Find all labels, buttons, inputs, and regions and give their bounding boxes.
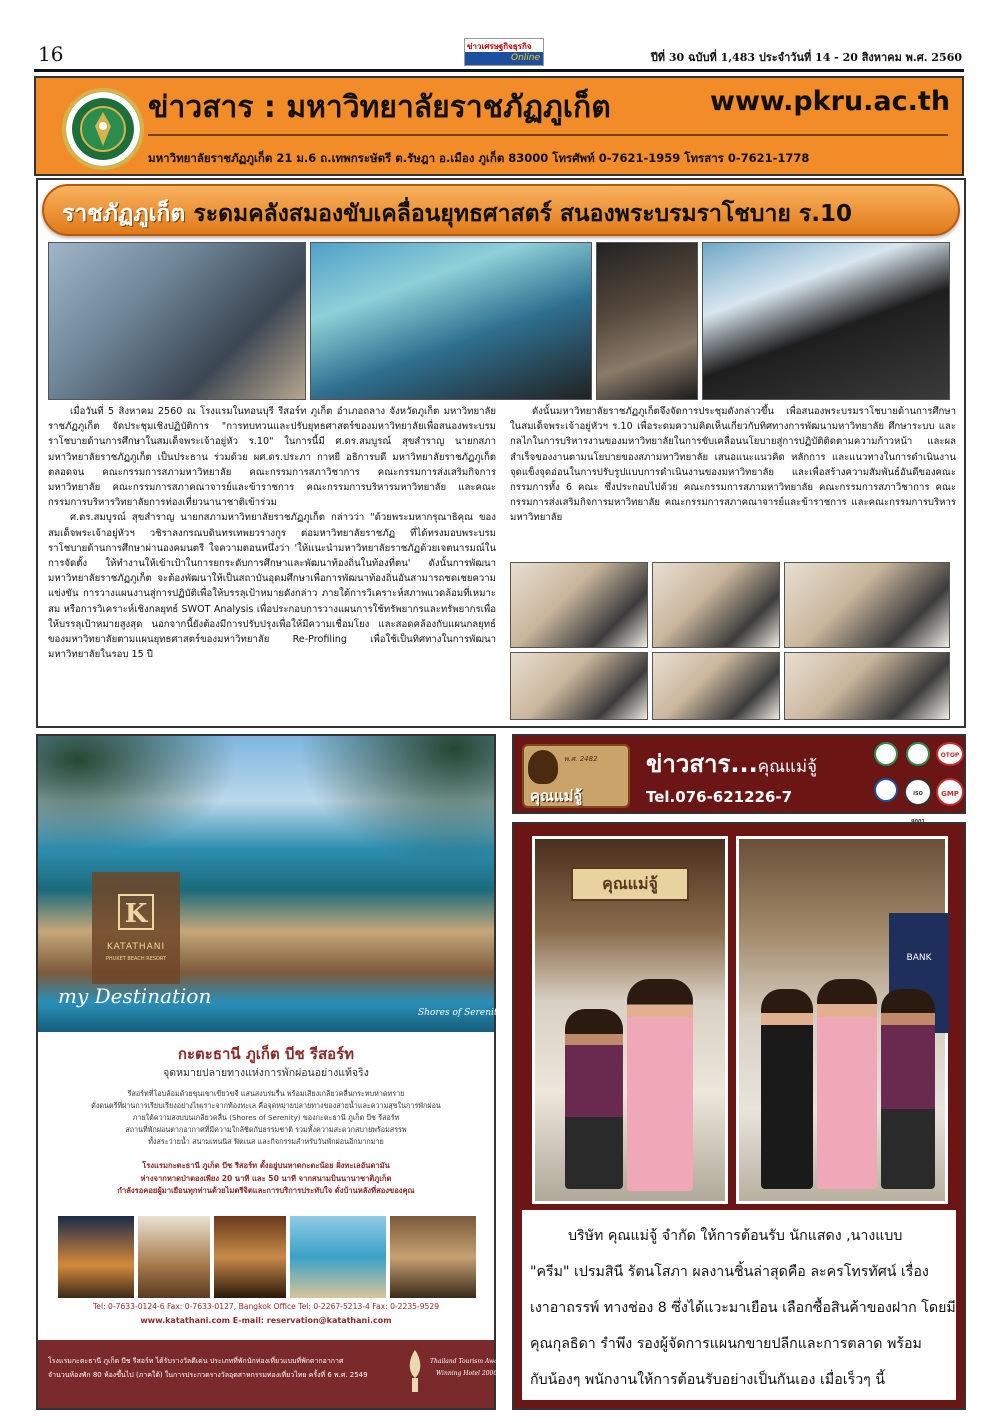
page-number: 16 xyxy=(38,42,64,66)
katathani-body-line: ภายใต้ความสงบบนเกลียวคลื่น (Shores of Serenity) ของกะตะธานี ภูเก็ต บีช รีสอร์ท xyxy=(132,1113,400,1122)
award-subtitle: Winning Hotel 2006 xyxy=(436,1370,498,1377)
katathani-logo-icon: K xyxy=(118,894,154,930)
katathani-resort-photo xyxy=(38,736,503,1032)
photo-speaker xyxy=(596,242,698,400)
article-column-1 xyxy=(48,404,496,722)
person-1 xyxy=(761,989,813,1189)
university-seal-icon xyxy=(62,88,144,170)
khunmaeju-paragraph-line: กับน้องๆ พนักงานให้การต้อนรับอย่างเป็นกันเอง เมื่อเร็วๆ นี้ xyxy=(530,1372,885,1388)
katathani-footer-line-2: จำนวนห้องพัก 80 ห้องขึ้นไป (ภาคใต้) ในการประกวดรางวัลอุตสาหกรรมท่องเที่ยวไทย ครั้งที่ 6 พ.ศ. 2549 xyxy=(48,1371,368,1379)
otop-badge-icon xyxy=(936,742,964,766)
photo-handover xyxy=(702,242,950,400)
khunmaeju-title-name: คุณแม่จู้ xyxy=(757,757,818,777)
banner-title: ข่าวสาร : มหาวิทยาลัยราชภัฏภูเก็ต xyxy=(148,90,611,125)
university-website[interactable]: www.pkru.ac.th xyxy=(710,86,951,117)
katathani-photo-caption: Shores of Serenity xyxy=(418,1008,503,1018)
newspaper-logo-text: ข่าวเศรษฐกิจธุรกิจ xyxy=(467,42,532,51)
khunmaeju-banner xyxy=(512,734,966,814)
article-paragraph-3: ดังนั้นมหาวิทยาลัยราชภัฏภูเก็ตจึงจัดการประชุมดังกล่าวขึ้น เพื่อสนองพระบรมราโชบายด้านการศึกษาในสมเด็จพระเจ้าอยู่หัวฯ ร.10 เพื่อระดมความคิดเห็นเกี่ยวกับทิศทางการพัฒนามหาวิทยาลัย ศึกษาระบบ และกลไกในการบริหารงานของมหาวิทยาลัยในการขับเคลื่อนนโยบายสู่การปฏิบัติติดตามความก้าวหน้า และผลสำเร็จของงานตามนโยบายของสภามหาวิทยาลัย เสนอแนะแนวคิด หลักการ และแนวทางในการดำเนินงาน จุดแข็งจุดอ่อนในการปรับรูปแบบการดำเนินงานของมหาวิทยาลัย และเพื่อสร้างความสัมพันธ์อันดีของคณะกรรมการทั้ง 6 คณะ ซึ่งประกอบไปด้วย คณะกรรมการสภามหาวิทยาลัย คณะกรรมการสภาวิชาการ คณะกรรมการส่งเสริมกิจการมหาวิทยาลัย คณะกรรมการสภาคณาจารย์และข้าราชการ และคณะกรรมการบริหารมหาวิทยาลัย xyxy=(510,406,956,524)
meeting-photo-1 xyxy=(510,562,648,648)
khunmaeju-news xyxy=(512,822,966,1410)
katathani-script-text: my Destination xyxy=(58,984,212,1008)
katathani-body-line: ดั่งดนตรีที่ผ่านการเรียบเรียงอย่างไพเราะจากท้องทะเล คือจุดหมายปลายทางของสายน้ำและความสุขในการพักผ่อน xyxy=(91,1101,441,1110)
palm-shadow xyxy=(38,736,238,856)
otop-badge-label: OTOP xyxy=(940,752,960,759)
shop-sign-label: คุณแม่จู้ xyxy=(602,874,658,893)
khunmaeju-phone: Tel.076-621226-7 xyxy=(646,788,793,806)
katathani-thumb-1 xyxy=(58,1216,134,1298)
katathani-logo-sub: PHUKET BEACH RESORT xyxy=(105,956,167,962)
gmp-badge-label: GMP xyxy=(941,790,959,798)
person-2 xyxy=(817,979,877,1189)
seal-emblem-icon xyxy=(66,92,140,166)
palm-shadow-right xyxy=(298,736,494,866)
iso-badge-icon xyxy=(904,778,932,806)
person-center xyxy=(627,979,693,1191)
katathani-web-line[interactable]: www.katathani.com E-mail: reservation@katathani.com xyxy=(140,1316,392,1325)
khunmaeju-photo-shopfront xyxy=(532,836,728,1204)
photo-group-meeting xyxy=(48,242,306,400)
katathani-contact-line: Tel: 0-7633-0124-6 Fax: 0-7633-0127, Bangkok Office Tel: 0-2267-5213-4 Fax: 0-2235-9529 xyxy=(92,1302,440,1311)
newspaper-logo xyxy=(464,38,544,66)
katathani-body xyxy=(48,1088,484,1148)
khunmaeju-paragraph-line: "ครีม" เปรมสินี รัตนโสภา ผลงานชิ้นล่าสุดคือ ละครโทรทัศน์ เรื่อง xyxy=(530,1264,929,1280)
katathani-footer xyxy=(38,1340,505,1408)
university-banner xyxy=(34,76,964,176)
bank-sign-label: BANK xyxy=(906,953,932,963)
katathani-highlight-line: ห่างจากหาดป่าตองเพียง 20 นาที และ 50 นาที จากสนามบินนานาชาติภูเก็ต xyxy=(140,1173,392,1183)
katathani-footer-line-1: โรงแรมกะตะธานี ภูเก็ต บีช รีสอร์ท ได้รับรางวัลดีเด่น ประเภทที่พักนักท่องเที่ยวแบบที่พักตากอากาศ xyxy=(48,1357,344,1365)
katathani-logo-panel xyxy=(92,872,180,984)
katathani-thumb-4 xyxy=(290,1216,386,1298)
katathani-highlight-line: กำลังรอคอยผู้มาเยือนทุกท่านด้วยไมตรีจิตและการบริการประทับใจ ดั่งบ้านหลังที่สองของคุณ xyxy=(117,1186,415,1195)
article-paragraph-1: เมื่อวันที่ 5 สิงหาคม 2560 ณ โรงแรมในทอนบุรี รีสอร์ท ภูเก็ต อำเภอถลาง จังหวัดภูเก็ต มหาวิทยาลัยราชภัฏภูเก็ต จัดประชุมเชิงปฏิบัติการ "การทบทวนและปรับยุทธศาสตร์ของมหาวิทยาลัยเพื่อสนองพระบรมราโชบายด้านการศึกษาในสมเด็จพระเจ้าอยู่หัว ร.10" ในการนี้มี ศ.ดร.สมบูรณ์ สุขสำราญ นายกสภามหาวิทยาลัยราชภัฏภูเก็ต เป็นประธาน ร่วมด้วย ผศ.ดร.ประภา กาหยี อธิการบดี มหาวิทยาลัยราชภัฏภูเก็ต ตลอดจน คณะกรรมการสภามหาวิทยาลัย คณะกรรมการสภาวิชาการ คณะกรรมการส่งเสริมกิจการมหาวิทยาลัย คณะกรรมการสภาคณาจารย์และข้าราชการ คณะกรรมการบริหารมหาวิทยาลัย และคณะกรรมการบริหารวิทยาลัยการท่องเที่ยวนานาชาติเข้าร่วม xyxy=(48,406,496,509)
katathani-highlight xyxy=(48,1160,484,1198)
khunmaeju-photo-group xyxy=(736,836,948,1204)
khunmaeju-title-main: ข่าวสาร... xyxy=(646,750,758,778)
katathani-body-line: สถานที่พักผ่อนตากอากาศที่มีความใกล้ชิดกับธรรมชาติ รวมทั้งความสะดวกสบายพร้อมสรรพ xyxy=(125,1125,407,1134)
quality-badge-icon xyxy=(874,742,898,766)
khunmaeju-logo xyxy=(522,744,630,808)
person-left xyxy=(565,1009,623,1189)
page-header xyxy=(34,38,964,72)
person-3 xyxy=(881,989,935,1189)
khunmaeju-portrait-icon xyxy=(528,750,558,784)
headline-part2: ระดมคลังสมองขับเคลื่อนยุทธศาสตร์ สนองพระบรมราโชบาย ร.10 xyxy=(193,201,852,227)
katathani-body-line: ทั้งสระว่ายน้ำ สนามเทนนิส ฟิตเนส และกิจกรรมสำหรับวันพักผ่อนอีกมากมาย xyxy=(148,1137,384,1146)
katathani-highlight-line: โรงแรมกะตะธานี ภูเก็ต บีช รีสอร์ท ตั้งอยู่บนหาดกะตะน้อย ฝั่งทะเลอันดามัน xyxy=(142,1161,390,1170)
katathani-title: กะตะธานี ภูเก็ต บีช รีสอร์ท xyxy=(177,1045,355,1063)
headline-bar xyxy=(42,184,960,236)
headline-text xyxy=(62,196,852,232)
meeting-photo-6 xyxy=(784,652,950,720)
iso-badge-label: ISO xyxy=(913,791,923,797)
photo-conference-stage xyxy=(310,242,592,400)
halal-badge-icon xyxy=(906,742,930,766)
meeting-photo-2 xyxy=(652,562,780,648)
article-column-2 xyxy=(510,404,956,556)
gmp-badge-icon xyxy=(936,778,964,806)
khunmaeju-text-panel xyxy=(522,1210,956,1400)
khunmaeju-paragraph-line: บริษัท คุณแม่จู้ จำกัด ให้การต้อนรับ นักแสดง ,นางแบบ xyxy=(568,1228,903,1244)
article-paragraph-2: ศ.ดร.สมบูรณ์ สุขสำราญ นายกสภามหาวิทยาลัยราชภัฏภูเก็ต กล่าวว่า "ด้วยพระมหากรุณาธิคุณ ของ สมเด็จพระเจ้าอยู่หัวฯ วชิราลงกรณบดินทรเทพยวรางกูร ต่อมหาวิทยาลัยราชภัฏ ที่ได้ทรงมอบพระบรมราโชบายด้านการศึกษาผ่านองคมนตรี ใจความตอนหนึ่งว่า 'ให้แนะนำมหาวิทยาลัยราชภัฏด้วยเจตนารมณ์ในการจัดตั้ง ให้ทำงานให้เข้าเป้าในการยกระดับการศึกษาและพัฒนาท้องถิ่นในท้องที่ตน' ดังนั้นการพัฒนามหาวิทยาลัยราชภัฏภูเก็ต จะต้องพัฒนาให้เป็นสถาบันอุดมศึกษาเพื่อการพัฒนาท้องถิ่นอันสามารถชดเชยความแข่งขัน การวางแผนงานสู่การปฏิบัติเพื่อให้บรรลุเป้าหมายดังกล่าว ภายใต้การวิเคราะห์สภาพแวดล้อมที่เหมาะสม หรือการวิเคราะห์เชิงกลยุทธ์ SWOT Analysis เพื่อประกอบการวางแผนการใช้ทรัพยากรและทรัพยากรเพื่อให้บรรลุเป้าหมายสูงสุด นอกจากนี้ยังต้องมีการปรับปรุงเพื่อให้มีความเชื่อมโยง และสอดคล้องกับแผนกลยุทธ์ของมหาวิทยาลัยตามแผนยุทธศาสตร์ของมหาวิทยาลัย Re-Profiling เพื่อใช้เป็นทิศทางในการพัฒนามหาวิทยาลัยในรอบ 15 ปี xyxy=(48,512,496,661)
khunmaeju-title xyxy=(646,744,817,783)
meeting-photo-4 xyxy=(510,652,648,720)
katathani-subtitle: จุดหมายปลายทางแห่งการพักผ่อนอย่างแท้จริง xyxy=(163,1067,369,1079)
katathani-thumb-3 xyxy=(214,1216,286,1298)
banner-divider xyxy=(148,134,948,136)
khunmaeju-logo-text: คุณแม่จู้ xyxy=(530,787,583,805)
meeting-photo-3 xyxy=(784,562,950,648)
khunmaeju-paragraph-line: เงาอาถรรพ์ ทางช่อง 8 ซึ่งได้แวะมาเยือน เลือกซื้อสินค้าของฝาก โดยมี xyxy=(530,1300,956,1316)
khunmaeju-logo-year: พ.ศ. 2482 xyxy=(564,755,598,763)
shop-sign xyxy=(571,867,689,901)
headline-part1: ราชภัฏภูเก็ต xyxy=(62,201,186,227)
katathani-body-line: รีสอร์ทที่โอบล้อมด้วยขุนเขาเขียวขจี แสนสงบร่มรื่น พร้อมเสียงเกลียวคลื่นกระทบหาดทราย xyxy=(127,1089,405,1098)
katathani-thumb-5 xyxy=(390,1216,476,1298)
newspaper-logo-sub: Online xyxy=(511,53,541,63)
award-emblem-icon xyxy=(404,1348,426,1396)
katathani-thumb-2 xyxy=(138,1216,210,1298)
award-title: Thailand Tourism Award xyxy=(430,1358,505,1365)
katathani-logo-text: KATATHANI xyxy=(106,942,166,952)
katathani-ad xyxy=(36,734,505,1410)
issue-info: ปีที่ 30 ฉบับที่ 1,483 ประจำวันที่ 14 - 20 สิงหาคม พ.ศ. 2560 xyxy=(650,51,962,64)
khunmaeju-paragraph-line: คุณกุลธิดา รำพึง รองผู้จัดการแผนกขายปลีกและการตลาด พร้อม xyxy=(530,1336,922,1352)
university-address: มหาวิทยาลัยราชภัฏภูเก็ต 21 ม.6 ถ.เทพกระษัตรี ต.รัษฎา อ.เมือง ภูเก็ต 83000 โทรศัพท์ 0-7621-1959 โทรสาร 0-7621-1778 xyxy=(148,151,810,165)
fda-badge-icon xyxy=(874,778,898,802)
meeting-photo-5 xyxy=(652,652,780,720)
